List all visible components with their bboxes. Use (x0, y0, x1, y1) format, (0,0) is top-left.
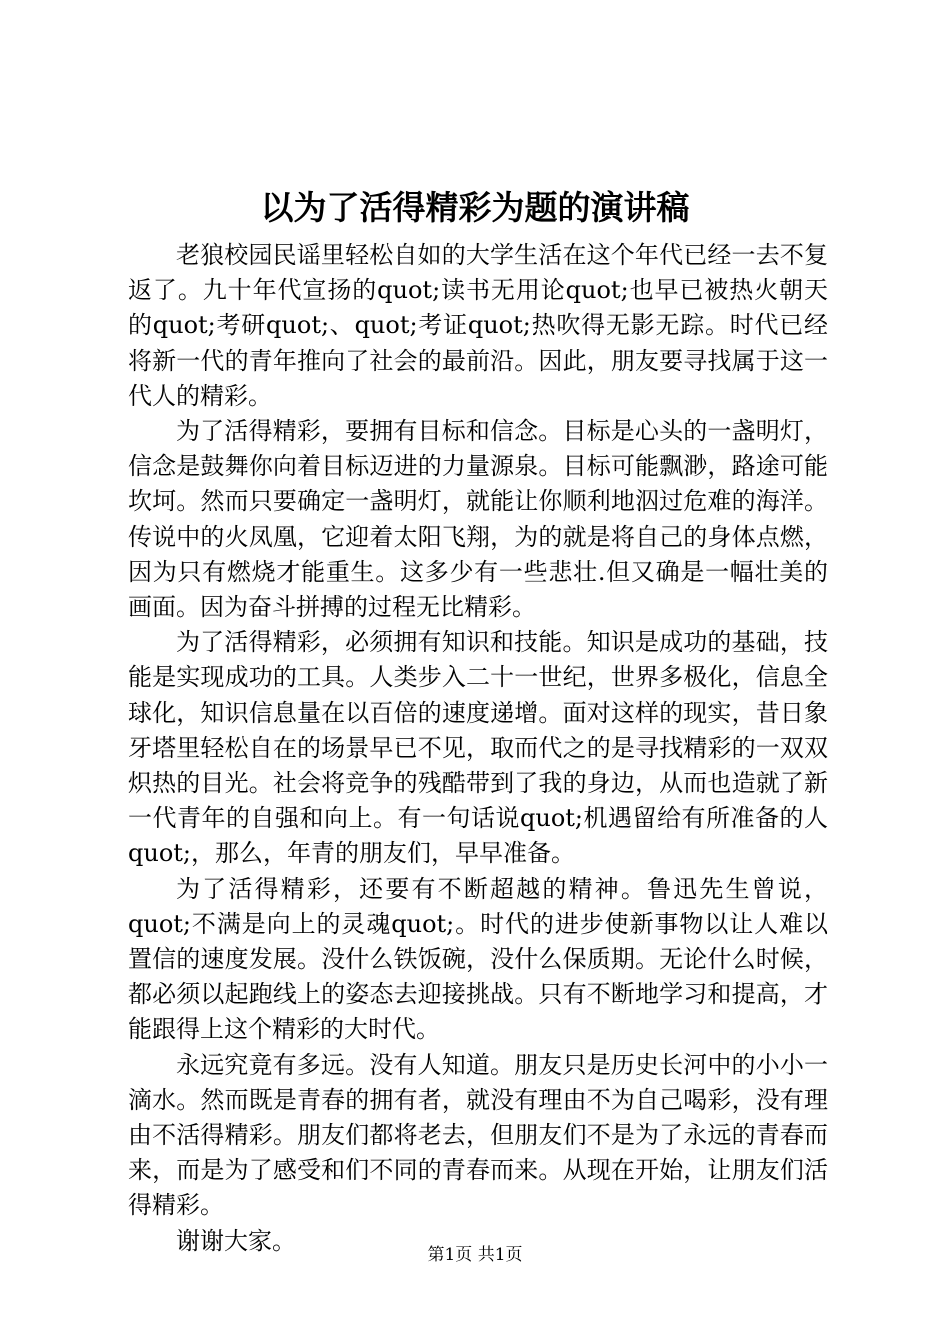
document-body (128, 238, 828, 1259)
page-footer: 第1页 共1页 (427, 1245, 523, 1265)
paragraph: 为了活得精彩，要拥有目标和信念。目标是心头的一盏明灯，信念是鼓舞你向着目标迈进的力量源泉。目标可能飘渺，路途可能坎坷。然而只要确定一盏明灯，就能让你顺利地泅过危难的海洋。传说中的火凤凰，它迎着太阳飞翔，为的就是将自己的身体点燃，因为只有燃烧才能重生。这多少有一些悲壮.但又确是一幅壮美的画面。因为奋斗拼搏的过程无比精彩。 (128, 417, 828, 622)
document-title: 以为了活得精彩为题的演讲稿 (260, 188, 690, 227)
paragraph: 为了活得精彩，必须拥有知识和技能。知识是成功的基础，技能是实现成功的工具。人类步入二十一世纪，世界多极化，信息全球化，知识信息量在以百倍的速度递增。面对这样的现实，昔日象牙塔里轻松自在的场景早已不见，取而代之的是寻找精彩的一双双炽热的目光。社会将竞争的残酷带到了我的身边，从而也造就了新一代青年的自强和向上。有一句话说quot;机遇留给有所准备的人quot;，那么，年青的朋友们，早早准备。 (128, 628, 828, 868)
paragraph: 为了活得精彩，还要有不断超越的精神。鲁迅先生曾说，quot;不满是向上的灵魂quot;。时代的进步使新事物以让人难以置信的速度发展。没什么铁饭碗，没什么保质期。无论什么时候，都必须以起跑线上的姿态去迎接挑战。只有不断地学习和提高，才能跟得上这个精彩的大时代。 (128, 874, 828, 1044)
paragraph: 谢谢大家。 (176, 1226, 296, 1255)
paragraph: 永远究竟有多远。没有人知道。朋友只是历史长河中的小小一滴水。然而既是青春的拥有者，就没有理由不为自己喝彩，没有理由不活得精彩。朋友们都将老去，但朋友们不是为了永远的青春而来，而是为了感受和们不同的青春而来。从现在开始，让朋友们活得精彩。 (128, 1050, 828, 1220)
paragraph: 老狼校园民谣里轻松自如的大学生活在这个年代已经一去不复返了。九十年代宣扬的quot;读书无用论quot;也早已被热火朝天的quot;考研quot;、quot;考证quot;热吹得无影无踪。时代已经将新一代的青年推向了社会的最前沿。因此，朋友要寻找属于这一代人的精彩。 (128, 241, 828, 410)
